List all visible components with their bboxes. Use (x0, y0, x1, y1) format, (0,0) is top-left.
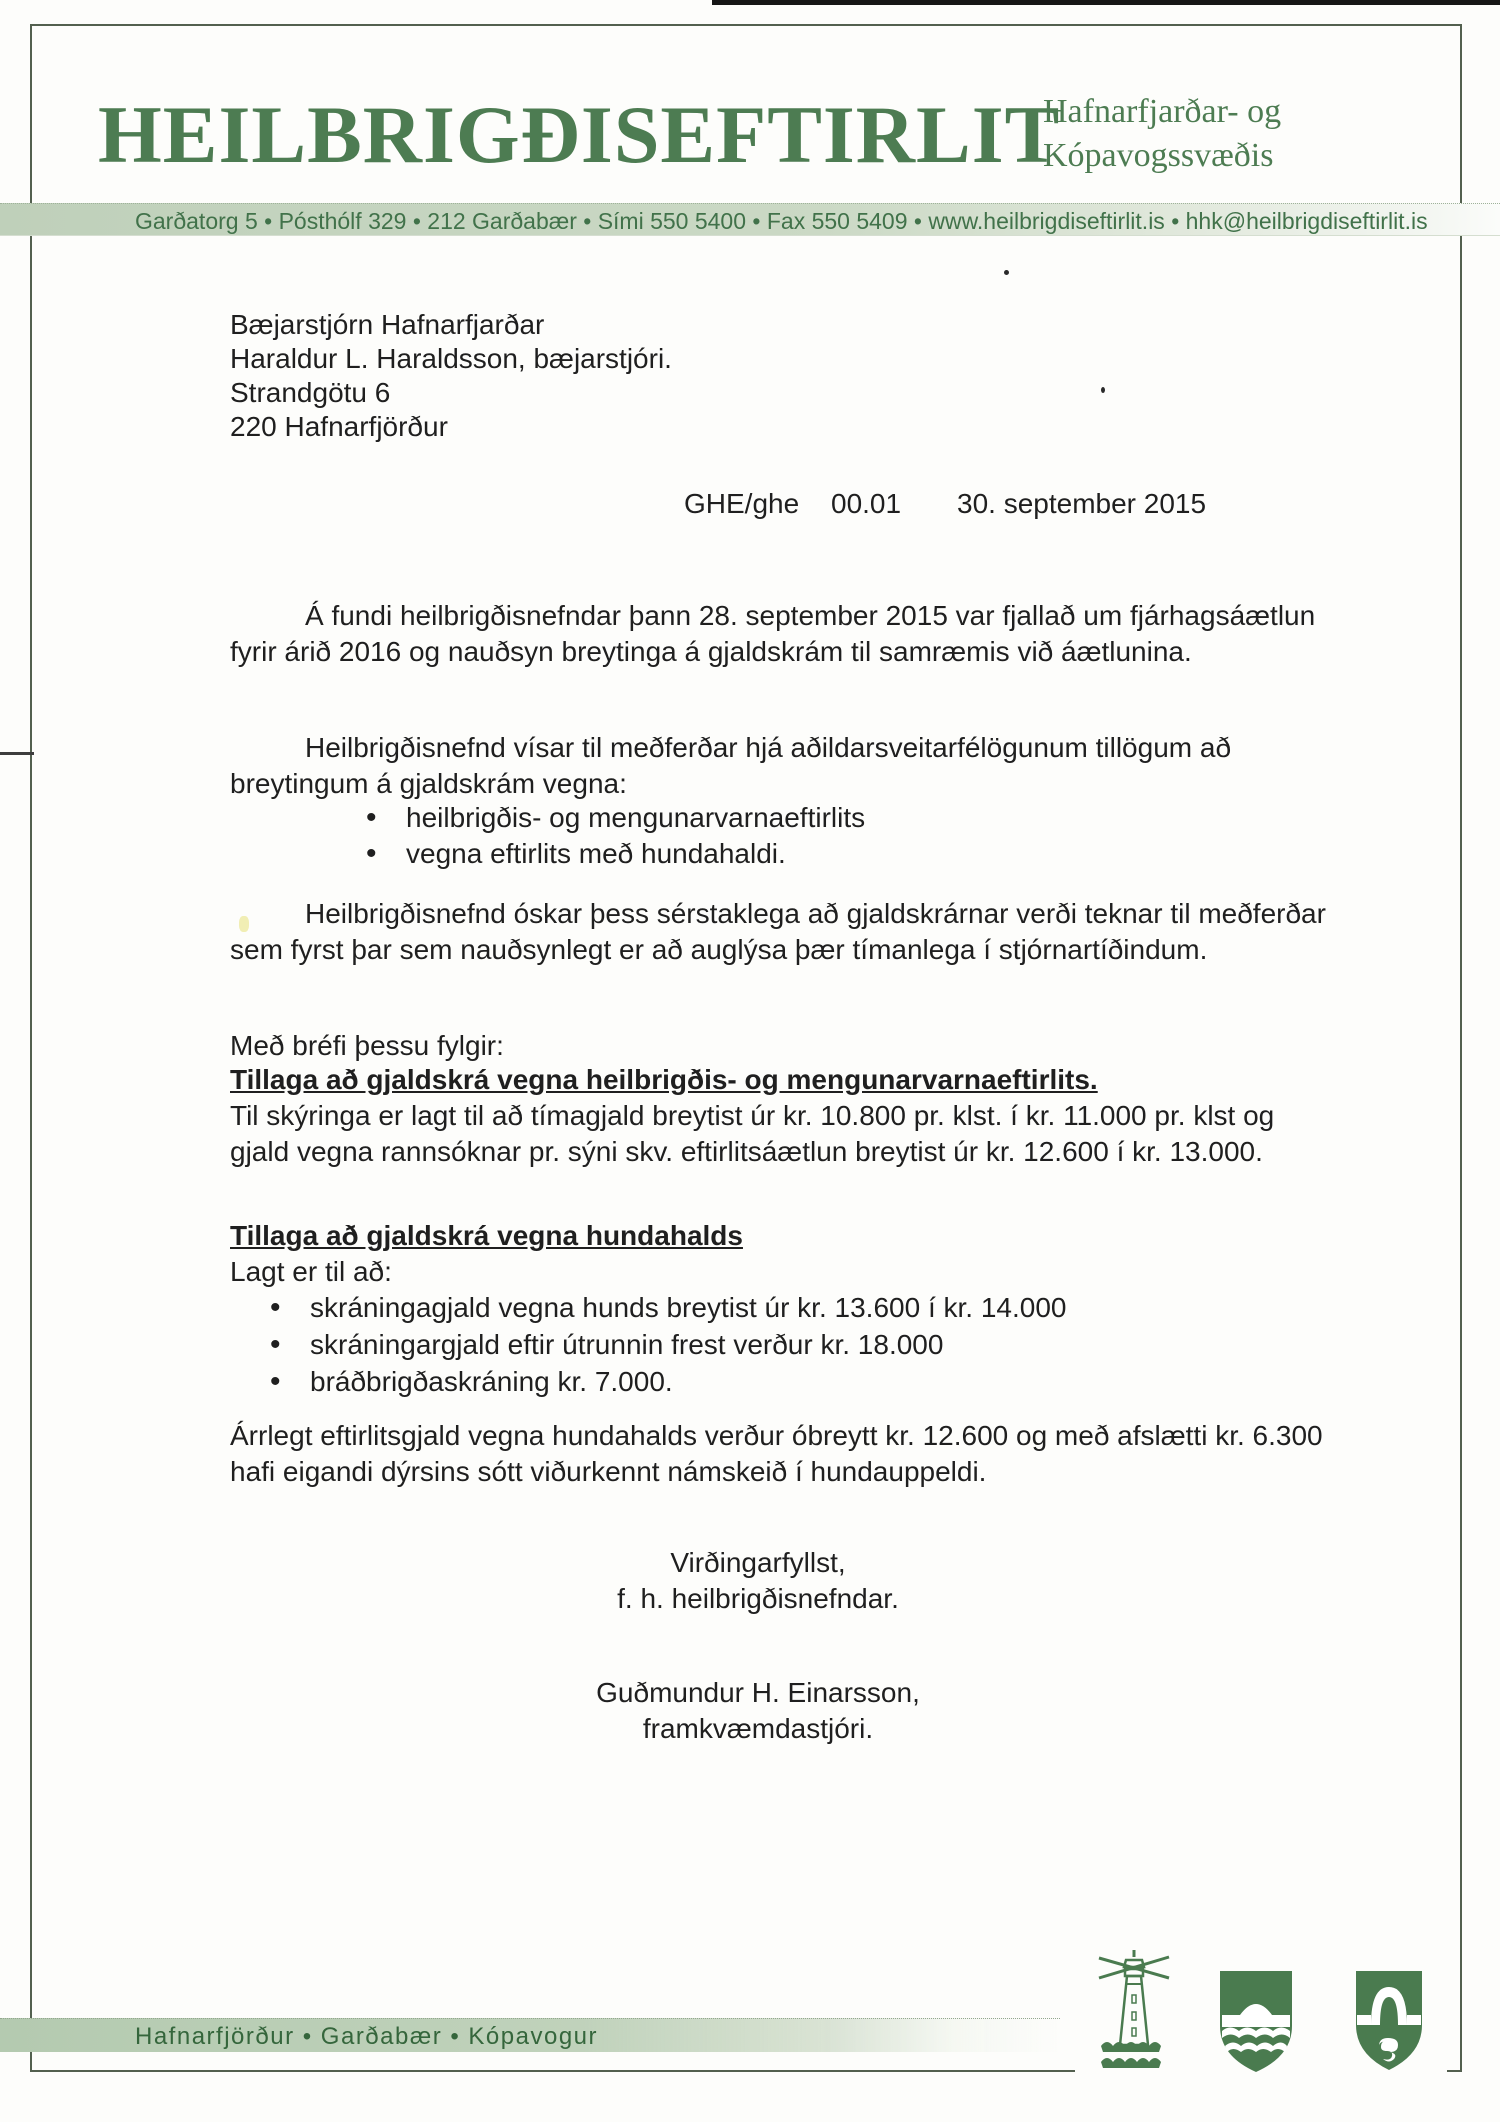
section-text-mengunarvarna: Til skýringa er lagt til að tímagjald breytist úr kr. 10.800 pr. klst. í kr. 11.000 pr. klst og gjald vegna rannsóknar pr. sýni skv. eftirlitsáætlun breytist úr kr. 12.600 í kr. 13.000. (230, 1100, 1275, 1167)
footer-municipalities-bar (0, 2018, 1060, 2052)
bullet-list-hundahald (262, 1290, 1312, 1401)
section-heading-mengunarvarna: Tillaga að gjaldskrá vegna heilbrigðis- og mengunarvarnaeftirlits. (230, 1064, 1098, 1095)
bullet-item: • bráðbrigðaskráning kr. 7.000. (262, 1364, 1312, 1400)
recipient-line-1: Bæjarstjórn Hafnarfjarðar (230, 309, 545, 340)
scan-edge-artifact (712, 0, 1500, 5)
letter-date: 30. september 2015 (957, 488, 1207, 519)
signature-space (508, 1617, 1008, 1675)
reference-number: 00.01 (831, 488, 902, 519)
org-region-line2: Kópavogssvæðis (1043, 137, 1274, 174)
signature-name: Guðmundur H. Einarsson, (596, 1677, 920, 1708)
scan-speck (1101, 387, 1105, 393)
paragraph-referral: Heilbrigðisnefnd vísar til meðferðar hjá aðildarsveitarfélögunum tillögum að breytingum á gjaldskrám vegna: (230, 732, 1232, 799)
signature-on-behalf: f. h. heilbrigðisnefndar. (617, 1583, 899, 1614)
org-name: HEILBRIGÐISEFTIRLIT (98, 89, 1061, 180)
signature-title: framkvæmdastjóri. (642, 1713, 874, 1744)
letterhead-address-bar (0, 203, 1500, 236)
attachments-intro: Með bréfi þessu fylgir: (230, 1030, 504, 1061)
recipient-line-2: Haraldur L. Haraldsson, bæjarstjóri. (230, 343, 672, 374)
bullet-item: • vegna eftirlits með hundahaldi. (358, 836, 1258, 872)
reference-line (0, 486, 1500, 522)
kopavogur-shield-icon (1353, 1968, 1425, 2078)
fold-mark (0, 752, 34, 755)
section-intro-hundahald: Lagt er til að: (230, 1256, 392, 1287)
bullet-list-gjaldskrar (358, 800, 1258, 872)
paragraph-meeting: Á fundi heilbrigðisnefndar þann 28. september 2015 var fjallað um fjárhagsáætlun fyrir árið 2016 og nauðsyn breytinga á gjaldskrám til samræmis við áætlunina. (230, 600, 1316, 667)
bullet-item: • skráningagjald vegna hunds breytist úr kr. 13.600 í kr. 14.000 (262, 1290, 1312, 1326)
letterhead-address-text: Garðatorg 5 • Pósthólf 329 • 212 Garðabær • Sími 550 5400 • Fax 550 5409 • www.heilbrigdiseftirlit.is • hhk@heilbrigdiseftirlit.is (135, 208, 1428, 234)
signature-block (508, 1545, 1008, 1747)
municipal-emblems (1095, 1950, 1435, 2078)
gardabaer-shield-icon (1217, 1968, 1295, 2080)
signature-valediction: Virðingarfyllst, (670, 1547, 846, 1578)
scan-speck (1004, 270, 1009, 275)
reference-code: GHE/ghe (684, 488, 800, 519)
recipient-line-4: 220 Hafnarfjörður (230, 411, 448, 442)
footer-municipalities-text: Hafnarfjörður • Garðabær • Kópavogur (135, 2023, 599, 2050)
section-heading-hundahald: Tillaga að gjaldskrá vegna hundahalds (230, 1220, 743, 1251)
hafnarfjordur-lighthouse-icon (1095, 1950, 1173, 2080)
org-region (1043, 90, 1281, 178)
recipient-block (230, 308, 672, 444)
org-region-line1: Hafnarfjarðar- og (1043, 93, 1282, 130)
paragraph-closing: Árrlegt eftirlitsgjald vegna hundahalds verður óbreytt kr. 12.600 og með afslætti kr. 6.300 hafi eigandi dýrsins sótt viðurkennt námskeið í hundauppeldi. (230, 1420, 1323, 1487)
bullet-item: • heilbrigðis- og mengunarvarnaeftirlits (358, 800, 1258, 836)
paragraph-request: Heilbrigðisnefnd óskar þess sérstaklega að gjaldskrárnar verði teknar til meðferðar sem fyrst þar sem nauðsynlegt er að auglýsa þær tímanlega í stjórnartíðindum. (230, 898, 1326, 965)
recipient-line-3: Strandgötu 6 (230, 377, 391, 408)
bullet-item: • skráningargjald eftir útrunnin frest verður kr. 18.000 (262, 1327, 1312, 1363)
